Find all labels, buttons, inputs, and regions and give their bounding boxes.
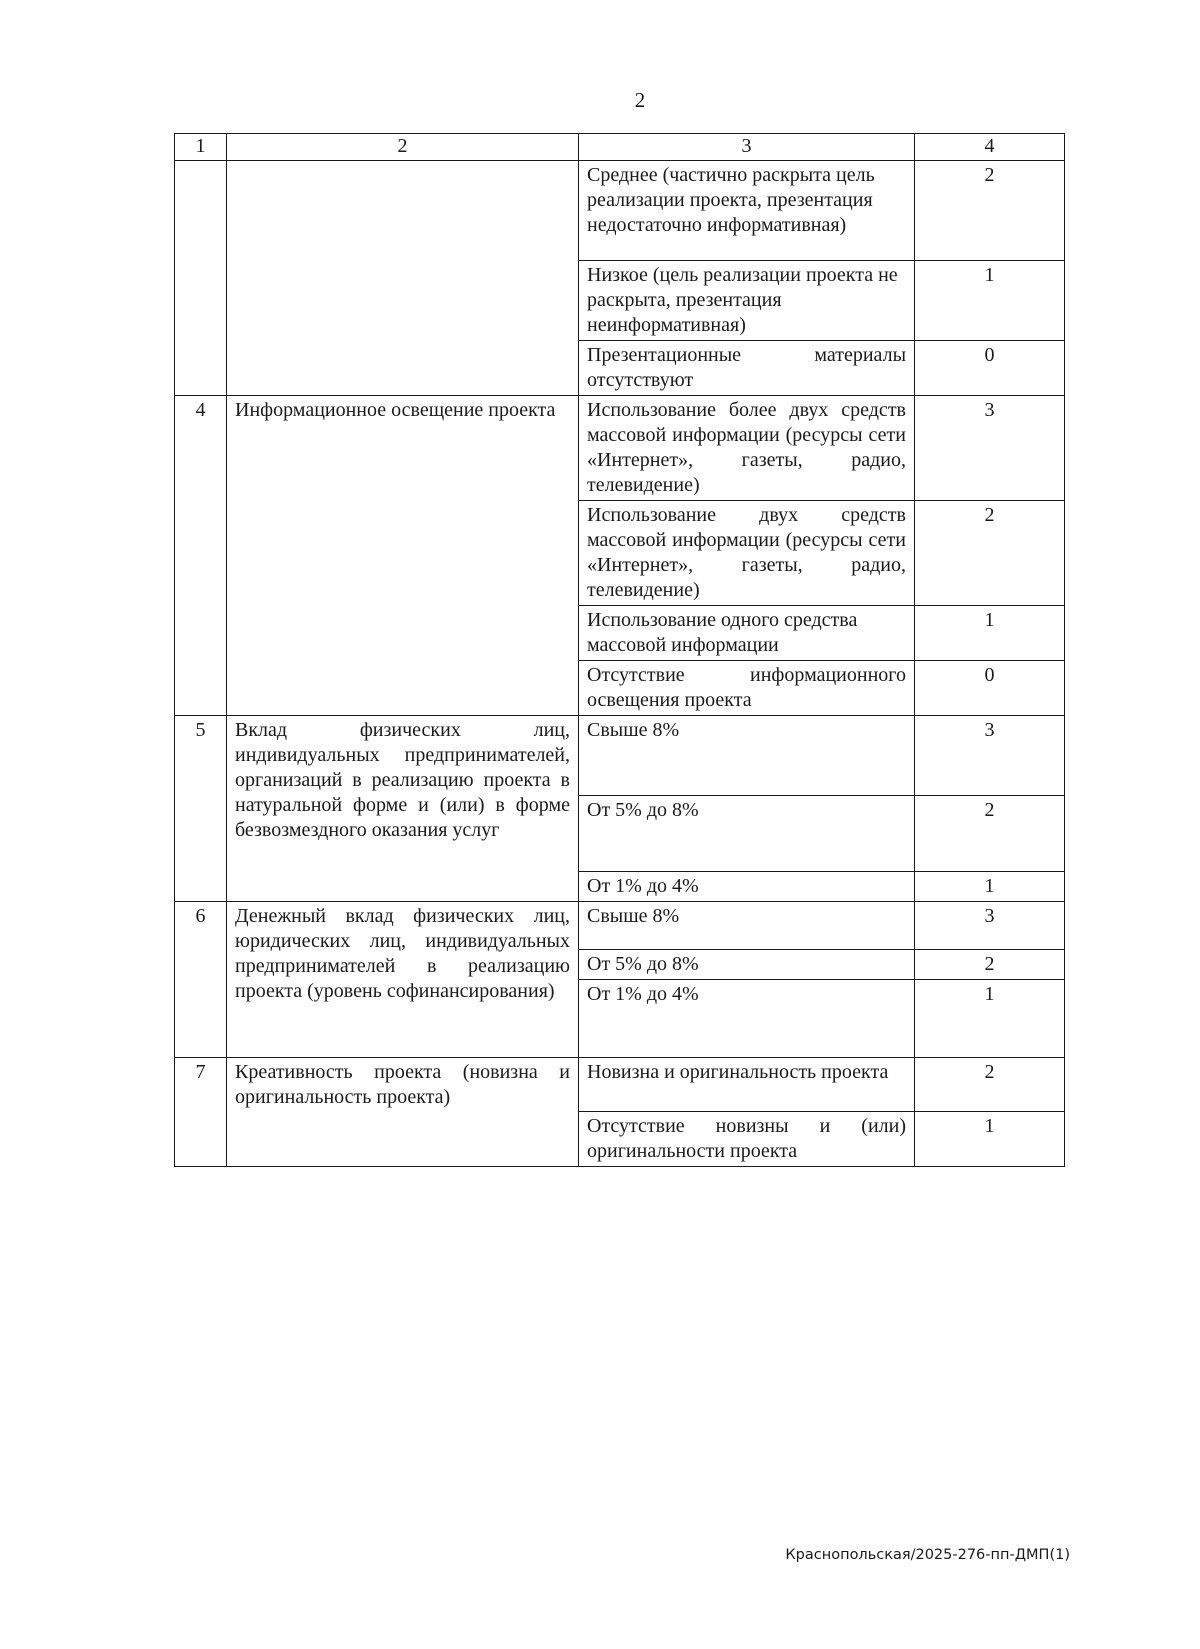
option-cell: Презентационные материалы отсутствуют: [579, 341, 915, 396]
score-cell: 2: [915, 161, 1065, 261]
score-cell: 0: [915, 661, 1065, 716]
option-cell: Использование двух средств массовой информации (ресурсы сети «Интернет», газеты, радио, телевидение): [579, 501, 915, 606]
criterion-cell: Денежный вклад физических лиц, юридических лиц, индивидуальных предпринимателей в реализацию проекта (уровень софинансирования): [227, 902, 579, 1058]
document-code: Краснопольская/2025-276-пп-ДМП(1): [785, 1547, 1070, 1563]
option-cell: Отсутствие новизны и (или) оригинальности проекта: [579, 1112, 915, 1167]
table-row: [175, 396, 1065, 501]
column-number-4: 4: [915, 134, 1065, 161]
option-cell: Среднее (частично раскрыта цель реализации проекта, презентация недостаточно информативная): [579, 161, 915, 261]
score-cell: 2: [915, 950, 1065, 980]
score-cell: 1: [915, 1112, 1065, 1167]
criteria-table: [174, 133, 1065, 1167]
score-cell: 1: [915, 261, 1065, 341]
row-number-cell: 5: [175, 716, 227, 902]
page-number: 2: [634, 88, 646, 112]
score-cell: 3: [915, 396, 1065, 501]
column-number-3: 3: [579, 134, 915, 161]
criterion-cell: Вклад физических лиц, индивидуальных предпринимателей, организаций в реализацию проекта в натуральной форме и (или) в форме безвозмездного оказания услуг: [227, 716, 579, 902]
score-cell: 1: [915, 980, 1065, 1058]
score-cell: 1: [915, 606, 1065, 661]
option-cell: Новизна и оригинальность проекта: [579, 1058, 915, 1112]
score-cell: 3: [915, 716, 1065, 796]
score-cell: 1: [915, 872, 1065, 902]
score-cell: 2: [915, 796, 1065, 872]
option-cell: Использование более двух средств массовой информации (ресурсы сети «Интернет», газеты, радио, телевидение): [579, 396, 915, 501]
option-cell: Отсутствие информационного освещения проекта: [579, 661, 915, 716]
criterion-cell: [227, 161, 579, 396]
option-cell: От 5% до 8%: [579, 796, 915, 872]
column-number-header-row: [175, 134, 1065, 161]
criterion-cell: Креативность проекта (новизна и оригинальность проекта): [227, 1058, 579, 1167]
score-cell: 2: [915, 1058, 1065, 1112]
option-cell: От 5% до 8%: [579, 950, 915, 980]
option-cell: Свыше 8%: [579, 902, 915, 950]
column-number-2: 2: [227, 134, 579, 161]
row-number-cell: 6: [175, 902, 227, 1058]
option-cell: Низкое (цель реализации проекта не раскрыта, презентация неинформативная): [579, 261, 915, 341]
score-cell: 2: [915, 501, 1065, 606]
table-row: [175, 161, 1065, 261]
table-row: [175, 716, 1065, 796]
criterion-cell: Информационное освещение проекта: [227, 396, 579, 716]
option-cell: Свыше 8%: [579, 716, 915, 796]
row-number-cell: 7: [175, 1058, 227, 1167]
option-cell: От 1% до 4%: [579, 872, 915, 902]
score-cell: 3: [915, 902, 1065, 950]
table-row: [175, 902, 1065, 950]
row-number-cell: 4: [175, 396, 227, 716]
table-row: [175, 1058, 1065, 1112]
score-cell: 0: [915, 341, 1065, 396]
column-number-1: 1: [175, 134, 227, 161]
option-cell: Использование одного средства массовой информации: [579, 606, 915, 661]
row-number-cell: [175, 161, 227, 396]
option-cell: От 1% до 4%: [579, 980, 915, 1058]
